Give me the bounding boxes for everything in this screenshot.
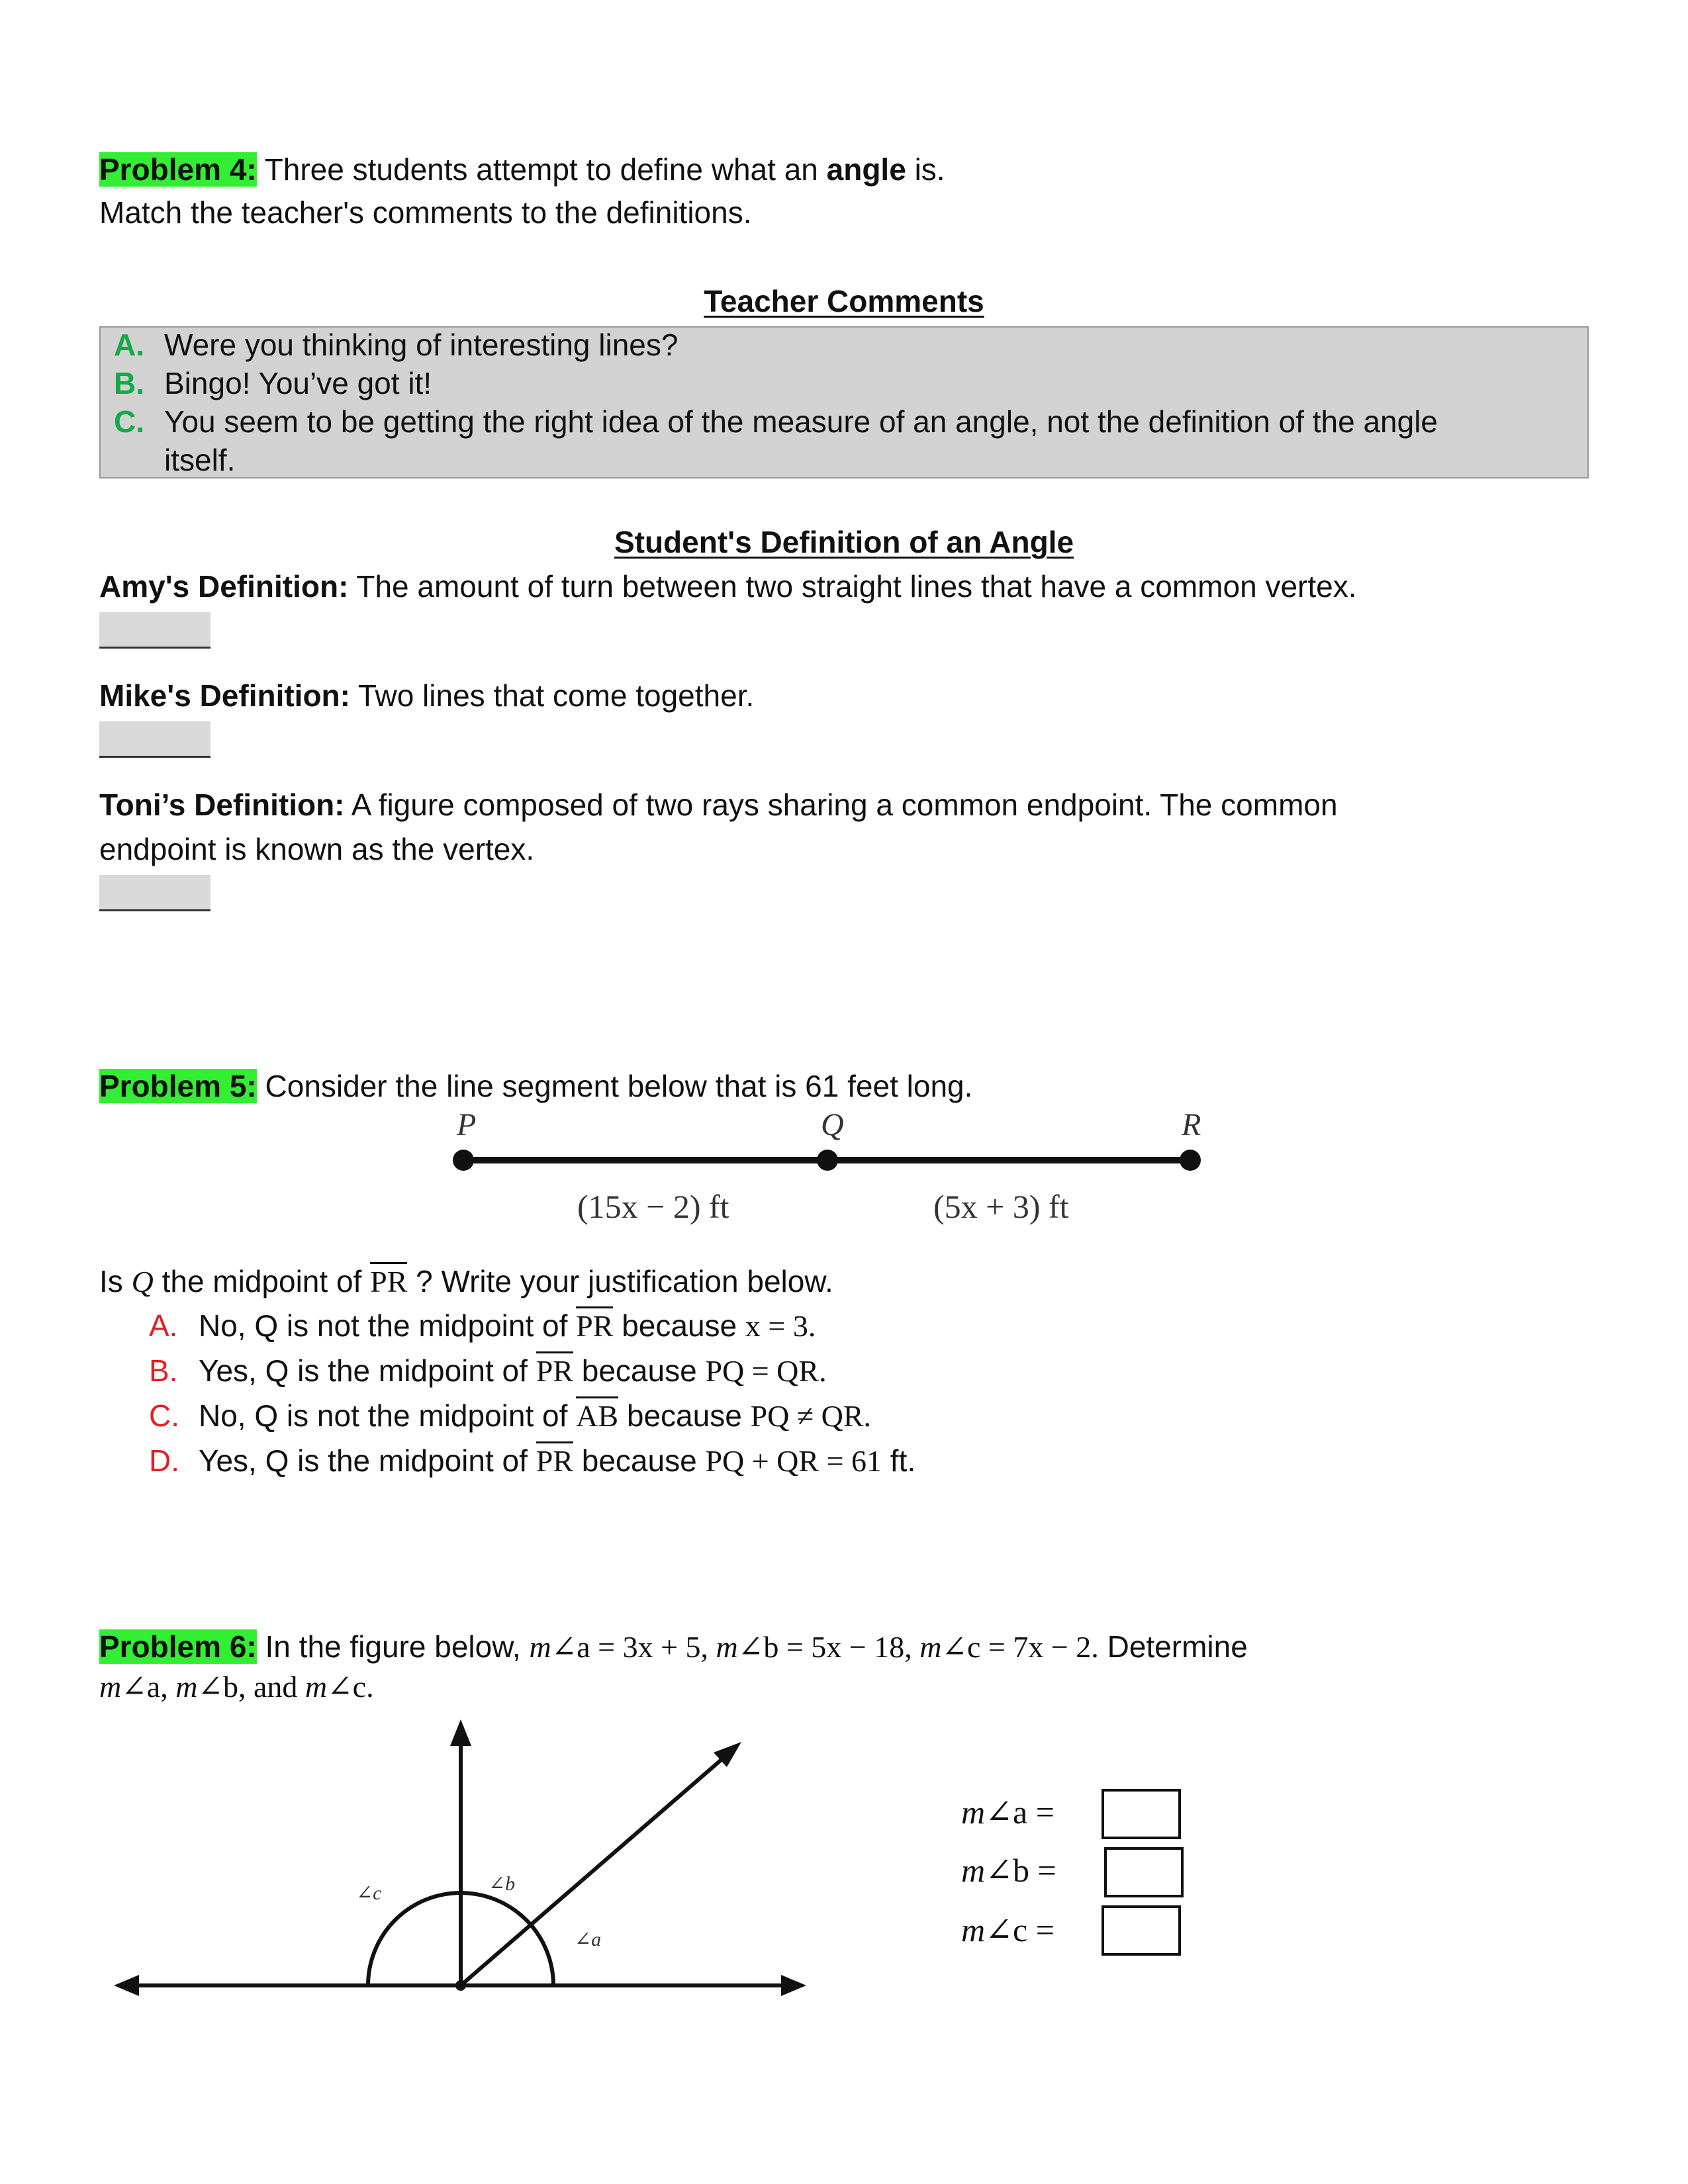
option-a-body: No, Q is not the midpoint of xyxy=(199,1308,577,1343)
target-a: ∠a, xyxy=(121,1670,176,1704)
option-c[interactable] xyxy=(149,1395,179,1436)
option-d-because: because xyxy=(573,1443,706,1478)
m-symbol-b: m xyxy=(716,1630,738,1664)
option-a-text[interactable] xyxy=(199,1305,816,1347)
answer-a-m: m xyxy=(961,1794,986,1831)
problem-6-targets xyxy=(99,1666,374,1707)
option-b-because: because xyxy=(573,1353,706,1388)
toni-definition xyxy=(99,784,1338,825)
toni-definition-name: Toni’s Definition: xyxy=(99,788,345,822)
up-arrow-icon xyxy=(450,1719,471,1746)
option-a-because: because xyxy=(613,1308,745,1343)
option-d-body: Yes, Q is the midpoint of xyxy=(199,1443,536,1478)
comment-b-letter: B. xyxy=(114,366,144,400)
angle-a-label: ∠a xyxy=(575,1929,602,1950)
label-qr-length: (5x + 3) ft xyxy=(933,1188,1069,1225)
problem-4-heading xyxy=(99,149,945,190)
label-q: Q xyxy=(821,1107,844,1142)
answer-c-m: m xyxy=(961,1911,986,1948)
equation-c: ∠c = 7x − 2. xyxy=(941,1630,1099,1664)
comment-c xyxy=(114,401,144,442)
toni-definition-text: A figure composed of two rays sharing a common endpoint. The common xyxy=(344,788,1338,822)
segment-pr-notation: PR xyxy=(370,1262,407,1298)
option-b-text[interactable] xyxy=(199,1350,827,1392)
option-a-letter: A. xyxy=(149,1308,178,1343)
comment-b xyxy=(114,363,144,404)
label-p: P xyxy=(457,1107,477,1142)
question-var-q: Q xyxy=(131,1265,154,1298)
answer-a-label xyxy=(961,1790,1055,1835)
problem-6-heading xyxy=(99,1626,1248,1668)
problem-4-instructions: Match the teacher's comments to the definitions. xyxy=(99,195,752,230)
comment-c-letter: C. xyxy=(114,404,144,439)
option-b-body: Yes, Q is the midpoint of xyxy=(199,1353,536,1388)
toni-definition-cont: endpoint is known as the vertex. xyxy=(99,832,535,866)
point-p xyxy=(453,1150,474,1171)
answer-c-label xyxy=(961,1908,1055,1953)
angle-figure xyxy=(106,1707,821,2025)
question-pre: Is xyxy=(99,1264,132,1298)
m-symbol-c: m xyxy=(919,1630,942,1664)
teacher-comments-title: Teacher Comments xyxy=(704,284,984,318)
option-c-math: PQ ≠ QR. xyxy=(750,1399,872,1433)
problem-6-post: Determine xyxy=(1098,1629,1248,1664)
problem-5-text: Consider the line segment below that is 61 feet long. xyxy=(256,1069,973,1103)
answer-b-eq: ∠b = xyxy=(985,1852,1056,1889)
right-arrow-icon xyxy=(781,1975,806,1996)
option-c-letter: C. xyxy=(149,1398,179,1433)
vertex-point xyxy=(455,1980,466,1991)
option-d-segment: PR xyxy=(536,1441,573,1478)
left-arrow-icon xyxy=(114,1975,139,1996)
angle-c-label: ∠c xyxy=(356,1882,382,1904)
option-c-body: No, Q is not the midpoint of xyxy=(199,1398,577,1433)
option-d-letter: D. xyxy=(149,1443,179,1478)
answer-c-eq: ∠c = xyxy=(985,1911,1055,1948)
option-b-segment: PR xyxy=(536,1351,573,1388)
problem-4-intro-end: is. xyxy=(906,152,945,187)
answer-c-box[interactable] xyxy=(1102,1905,1181,1956)
comment-a-letter: A. xyxy=(114,328,144,362)
option-a[interactable] xyxy=(149,1305,177,1346)
problem-5-question xyxy=(99,1261,833,1302)
question-mid: the midpoint of xyxy=(153,1264,371,1298)
answer-a-box[interactable] xyxy=(1102,1789,1181,1839)
problem-5-heading xyxy=(99,1066,972,1107)
label-r: R xyxy=(1182,1107,1201,1142)
problem-6-pre: In the figure below, xyxy=(256,1629,530,1664)
option-b-math: PQ = QR. xyxy=(705,1354,827,1388)
amy-definition-name: Amy's Definition: xyxy=(99,569,349,604)
mike-definition-name: Mike's Definition: xyxy=(99,678,350,713)
amy-answer-blank[interactable] xyxy=(99,612,211,649)
target-c: ∠c. xyxy=(327,1670,374,1704)
diagonal-ray xyxy=(461,1754,728,1985)
student-definitions-title: Student's Definition of an Angle xyxy=(614,525,1074,559)
target-m-a: m xyxy=(99,1670,122,1704)
point-q xyxy=(817,1150,838,1171)
problem-4-intro: Three students attempt to define what an xyxy=(256,152,827,187)
option-c-segment: AB xyxy=(576,1396,618,1433)
mike-definition-text: Two lines that come together. xyxy=(350,678,755,713)
problem-5-label: Problem 5: xyxy=(99,1069,257,1103)
mike-definition xyxy=(99,675,754,716)
angle-keyword: angle xyxy=(826,152,906,187)
label-pq-length: (15x − 2) ft xyxy=(577,1188,729,1225)
amy-definition-text: The amount of turn between two straight lines that have a common vertex. xyxy=(348,569,1357,604)
problem-6-label: Problem 6: xyxy=(99,1629,257,1664)
question-post: ? Write your justification below. xyxy=(407,1264,833,1298)
option-d-text[interactable] xyxy=(199,1440,915,1482)
comment-c-text-cont: itself. xyxy=(164,443,236,477)
angle-b-label: ∠b xyxy=(489,1873,516,1895)
amy-definition xyxy=(99,566,1356,607)
equation-b: ∠b = 5x − 18, xyxy=(737,1630,920,1664)
problem-4-label: Problem 4: xyxy=(99,152,257,187)
m-symbol-a: m xyxy=(529,1630,551,1664)
option-d-math: PQ + QR = 61 xyxy=(705,1444,882,1478)
comment-a xyxy=(114,324,144,365)
equation-a: ∠a = 3x + 5, xyxy=(551,1630,716,1664)
point-r xyxy=(1180,1150,1201,1171)
target-m-c: m xyxy=(305,1670,328,1704)
target-b: ∠b, xyxy=(197,1670,254,1704)
answer-b-box[interactable] xyxy=(1104,1847,1184,1897)
option-a-math: x = 3. xyxy=(745,1309,816,1343)
comment-a-text: Were you thinking of interesting lines? xyxy=(164,328,679,362)
answer-b-m: m xyxy=(961,1852,986,1889)
option-c-text[interactable] xyxy=(199,1395,871,1437)
option-d-unit: ft. xyxy=(882,1443,916,1478)
option-c-because: because xyxy=(618,1398,751,1433)
target-m-b: m xyxy=(175,1670,198,1704)
option-a-segment: PR xyxy=(576,1306,613,1343)
mike-answer-blank[interactable] xyxy=(99,721,211,758)
option-d[interactable] xyxy=(149,1440,179,1481)
toni-answer-blank[interactable] xyxy=(99,875,211,911)
comment-b-text: Bingo! You’ve got it! xyxy=(164,366,432,400)
comment-c-text: You seem to be getting the right idea of the measure of an angle, not the definition of the angle xyxy=(164,404,1438,439)
line-segment-figure xyxy=(424,1102,1244,1241)
option-b-letter: B. xyxy=(149,1353,178,1388)
answer-a-eq: ∠a = xyxy=(985,1794,1055,1831)
target-and: and xyxy=(253,1670,305,1704)
option-b[interactable] xyxy=(149,1350,177,1391)
answer-b-label xyxy=(961,1848,1056,1893)
